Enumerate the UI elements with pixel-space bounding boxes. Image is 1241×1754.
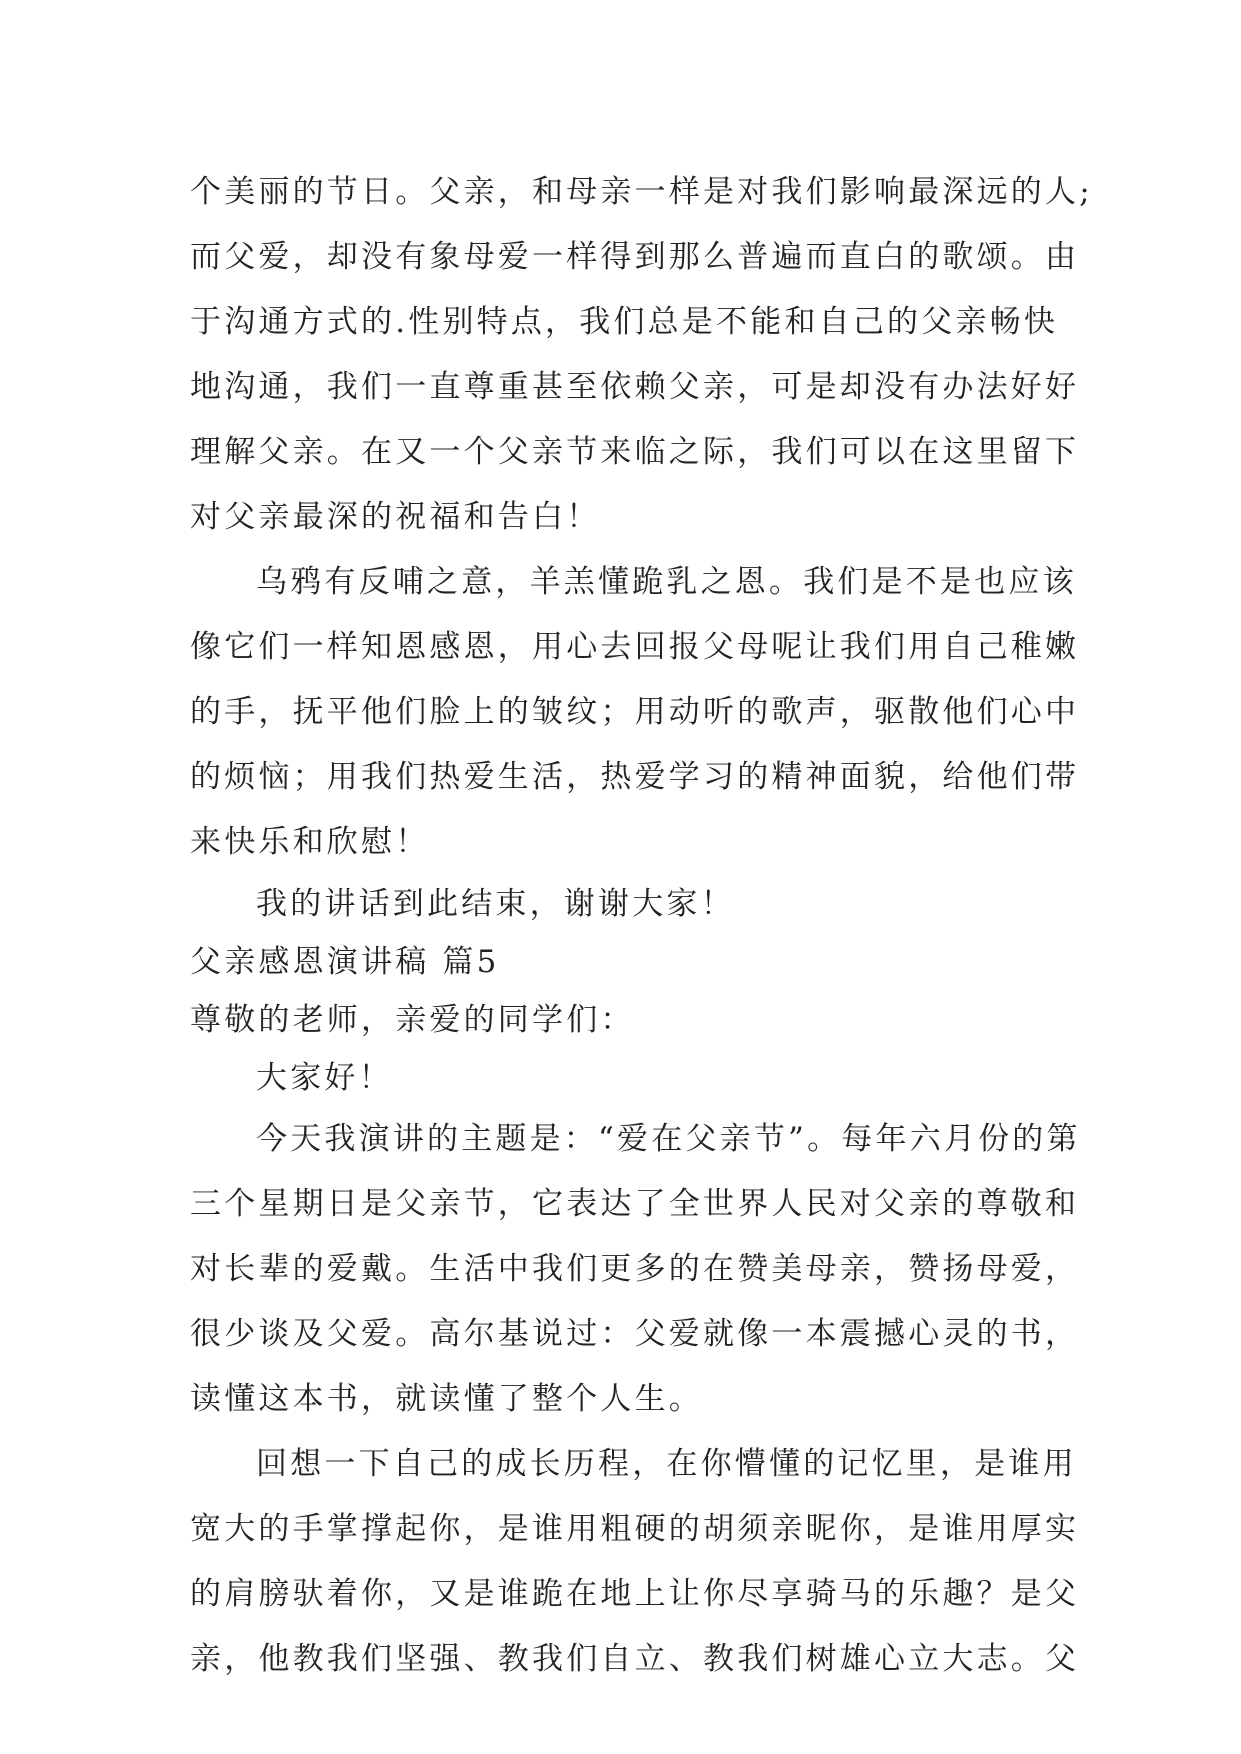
text-line: 的烦恼；用我们热爱生活，热爱学习的精神面貌，给他们带: [190, 759, 1080, 795]
text-line: 的手，抚平他们脸上的皱纹；用动听的歌声，驱散他们心中: [190, 694, 1080, 730]
paragraph-start: 回想一下自己的成长历程，在你懵懂的记忆里，是谁用: [256, 1446, 1077, 1482]
paragraph-start: 乌鸦有反哺之意，羊羔懂跪乳之恩。我们是不是也应该: [256, 564, 1077, 600]
text-line: 的肩膀驮着你，又是谁跪在地上让你尽享骑马的乐趣？是父: [190, 1576, 1080, 1612]
paragraph-start: 今天我演讲的主题是：“爱在父亲节”。每年六月份的第: [256, 1121, 1081, 1157]
text-line: 读懂这本书，就读懂了整个人生。: [190, 1381, 703, 1417]
text-line: 而父爱，却没有象母爱一样得到那么普遍而直白的歌颂。由: [190, 239, 1080, 275]
text-line: 地沟通，我们一直尊重甚至依赖父亲，可是却没有办法好好: [190, 369, 1080, 405]
text-line: 来快乐和欣慰！: [190, 824, 430, 860]
text-line: 像它们一样知恩感恩，用心去回报父母呢让我们用自己稚嫩: [190, 629, 1080, 665]
text-line: 亲，他教我们坚强、教我们自立、教我们树雄心立大志。父: [190, 1641, 1080, 1677]
text-line: 个美丽的节日。父亲，和母亲一样是对我们影响最深远的人;: [190, 174, 1093, 210]
text-line: 于沟通方式的.性别特点，我们总是不能和自己的父亲畅快: [190, 304, 1059, 340]
document-body: [190, 160, 1093, 1692]
closing-line: 我的讲话到此结束，谢谢大家！: [256, 886, 735, 922]
text-line: 对长辈的爱戴。生活中我们更多的在赞美母亲，赞扬母爱，: [190, 1251, 1080, 1287]
section-heading: 父亲感恩演讲稿 篇5: [190, 944, 500, 980]
greeting: 大家好！: [256, 1060, 393, 1096]
text-line: 很少谈及父爱。高尔基说过：父爱就像一本震撼心灵的书，: [190, 1316, 1080, 1352]
text-line: 对父亲最深的祝福和告白！: [190, 499, 601, 535]
salutation: 尊敬的老师，亲爱的同学们：: [190, 1002, 635, 1038]
text-line: 三个星期日是父亲节，它表达了全世界人民对父亲的尊敬和: [190, 1186, 1080, 1222]
text-line: 宽大的手掌撑起你，是谁用粗硬的胡须亲昵你，是谁用厚实: [190, 1511, 1080, 1547]
text-line: 理解父亲。在又一个父亲节来临之际，我们可以在这里留下: [190, 434, 1080, 470]
